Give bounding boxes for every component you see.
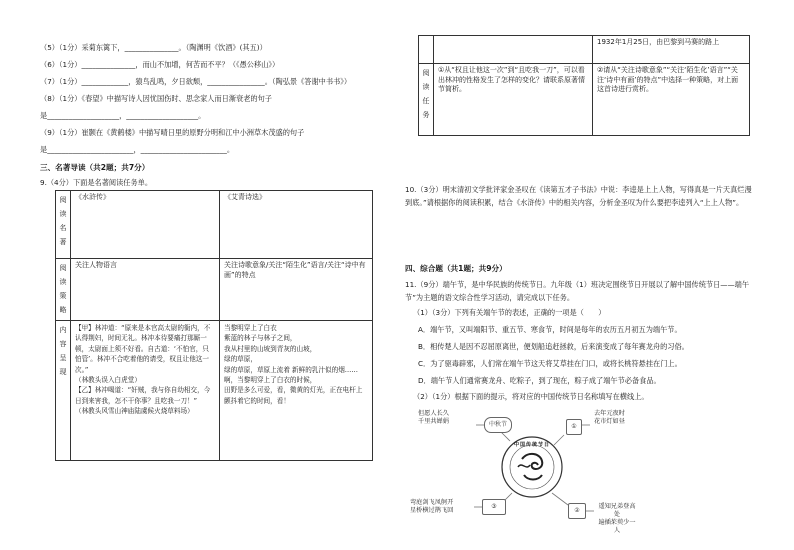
task-aiqing: ②请从“关注诗歌意象”“关注‘陌生化’语言”“关注‘诗中有画’的特点”中选择一种策略，对上面这首诗进行赏析。 — [593, 64, 750, 136]
blank-2: ② — [568, 503, 586, 519]
q9-prompt: （9）（1分）崔颢在《黄鹤楼》中描写晴日里的原野分明和江中小洲草木茂盛的句子 — [40, 128, 305, 137]
section-3-heading: 三、名著导读（共2题；共7分） — [40, 163, 150, 172]
strategy-water-margin: 关注人物语言 — [71, 259, 220, 321]
content-water-margin: 【甲】林冲道：“原来是本官高太尉的衙内，不认得荆妇，时间无礼。林冲本待要痛打那厮一顿，太尉面上须不好看。自古道：‘不怕官，只怕管’。林冲不合吃着他的请受，权且让他这一次。” （林教头误入白虎堂） 【乙】林冲喝道：“奸贼，我与你自幼相交，今日到来害我，怎不干你事？且吃我一刀！” （林教头风雪山神庙陆虞候火烧草料场） — [71, 321, 220, 461]
strategy-aiqing: 关注诗歌意象/关注“陌生化”语言/关注“诗中有画”的特点 — [220, 259, 373, 321]
poem-date-note: 1932年1月25日，由巴黎到马赛的路上 — [593, 36, 750, 64]
festival-center-label: 中国传统节日 — [513, 442, 550, 448]
mid-autumn-box: 中秋节 — [484, 417, 512, 433]
book-water-margin: 《水浒传》 — [71, 191, 220, 259]
option-d: D．端午节人们通常赛龙舟、吃粽子，到了现在，粽子成了端午节必备食品。 — [418, 376, 661, 385]
q11-2-prompt: （2）（1分）根据下面的提示，将对应的中国传统节日名称填写在横线上。 — [413, 392, 649, 401]
poem-bottom-right: 遥知兄弟登高处 遍插茱萸少一人 — [598, 503, 636, 534]
q11-1-prompt: （1）（3分）下列有关端午节的表述，正确的一项是（ ） — [413, 308, 606, 317]
option-a: A．端午节，又叫端阳节、重五节、寒食节，时间是每年的农历五月初五为端午节。 — [418, 325, 682, 334]
content-aiqing-poem: 当黎明穿上了白衣 紫蓝的林子与林子之间， 我从村里的山坡到青灰的山坡， 绿的草原， 绿的草原，草原上流着 新鲜的乳汁似的烟…… 啊，当黎明穿上了白衣的时候， 田野是多么可爱，看，微黄的灯光，正在电杆上颤抖着它的时间，看！ — [220, 321, 373, 461]
q8-answer-line: 是____________________，____________________。 — [40, 111, 206, 120]
task-water-margin: ①从“权且让他这一次”到“且吃我一刀”，可以看出林冲的性格发生了怎样的变化？请联系原著情节简析。 — [434, 64, 593, 136]
blank-3: ③ — [482, 499, 506, 515]
q5-fill-line: （5）（1分）采菊东篱下，_______________。（陶渊明《饮酒》(其五)） — [40, 43, 267, 52]
reading-task-table — [55, 190, 373, 461]
q7-fill-line: （7）（1分）_____________，猿鸟乱鸣，夕日欲颓，________________。（陶弘景《答谢中书书》） — [40, 77, 352, 86]
row-head-strategy: 阅读策略 — [56, 259, 71, 321]
row-head-books: 阅读名著 — [56, 191, 71, 259]
q6-fill-line: （6）（1分）_______________，而山不加增，何苦而不平？（《愚公移山》） — [40, 60, 280, 69]
option-b: B．相传楚人是因不忍屈原离世，便划船追赶拯救，后来演变成了每年赛龙舟的习俗。 — [418, 342, 689, 351]
reading-task-table-continued — [418, 35, 750, 136]
section-4-heading: 四、综合题（共1题；共9分） — [405, 264, 507, 273]
option-c: C．为了驱毒辟邪，人们常在端午节这天将艾草挂在门口，或将长桃符悬挂在门上。 — [418, 359, 682, 368]
row-head-task: 阅读任务 — [419, 64, 434, 136]
q10-text: 10.（3分）明末清初文学批评家金圣叹在《读第五才子书法》中说：李逵是上上人物，写得真是一片天真烂漫到底。”请根据你的阅读积累，结合《水浒传》中的相关内容，分析金圣叹为什么要把李逵列入“上上人物”。 — [405, 185, 752, 207]
q9-answer-line: 是________________________，________________________。 — [40, 145, 235, 154]
poem-bottom-left: 弯庭剑飞凤舸开 星桥横过鹊飞回 — [410, 499, 454, 514]
poem-top-left: 但愿人长久 千里共婵娟 — [418, 410, 449, 425]
row-head-content: 内容呈现 — [56, 321, 71, 461]
q9-intro: 9.（4分）下面是名著阅读任务单。 — [40, 178, 153, 187]
poem-top-right: 去年元夜时 花市灯如昼 — [594, 410, 625, 425]
festival-diagram — [410, 405, 638, 534]
q11-text: 11.（9分）端午节，是中华民族的传统节日。九年级（1）班决定围绕节日开展以了解中国传统节日——端午节”为主题的语文综合性学习活动，请完成以下任务。 — [405, 280, 750, 302]
blank-1: ① — [566, 419, 582, 435]
book-aiqing-poems: 《艾青诗选》 — [220, 191, 373, 259]
q8-prompt: （8）（1分）《春望》中描写诗人因忧国伤时、思念家人而日渐衰老的句子 — [40, 94, 272, 103]
